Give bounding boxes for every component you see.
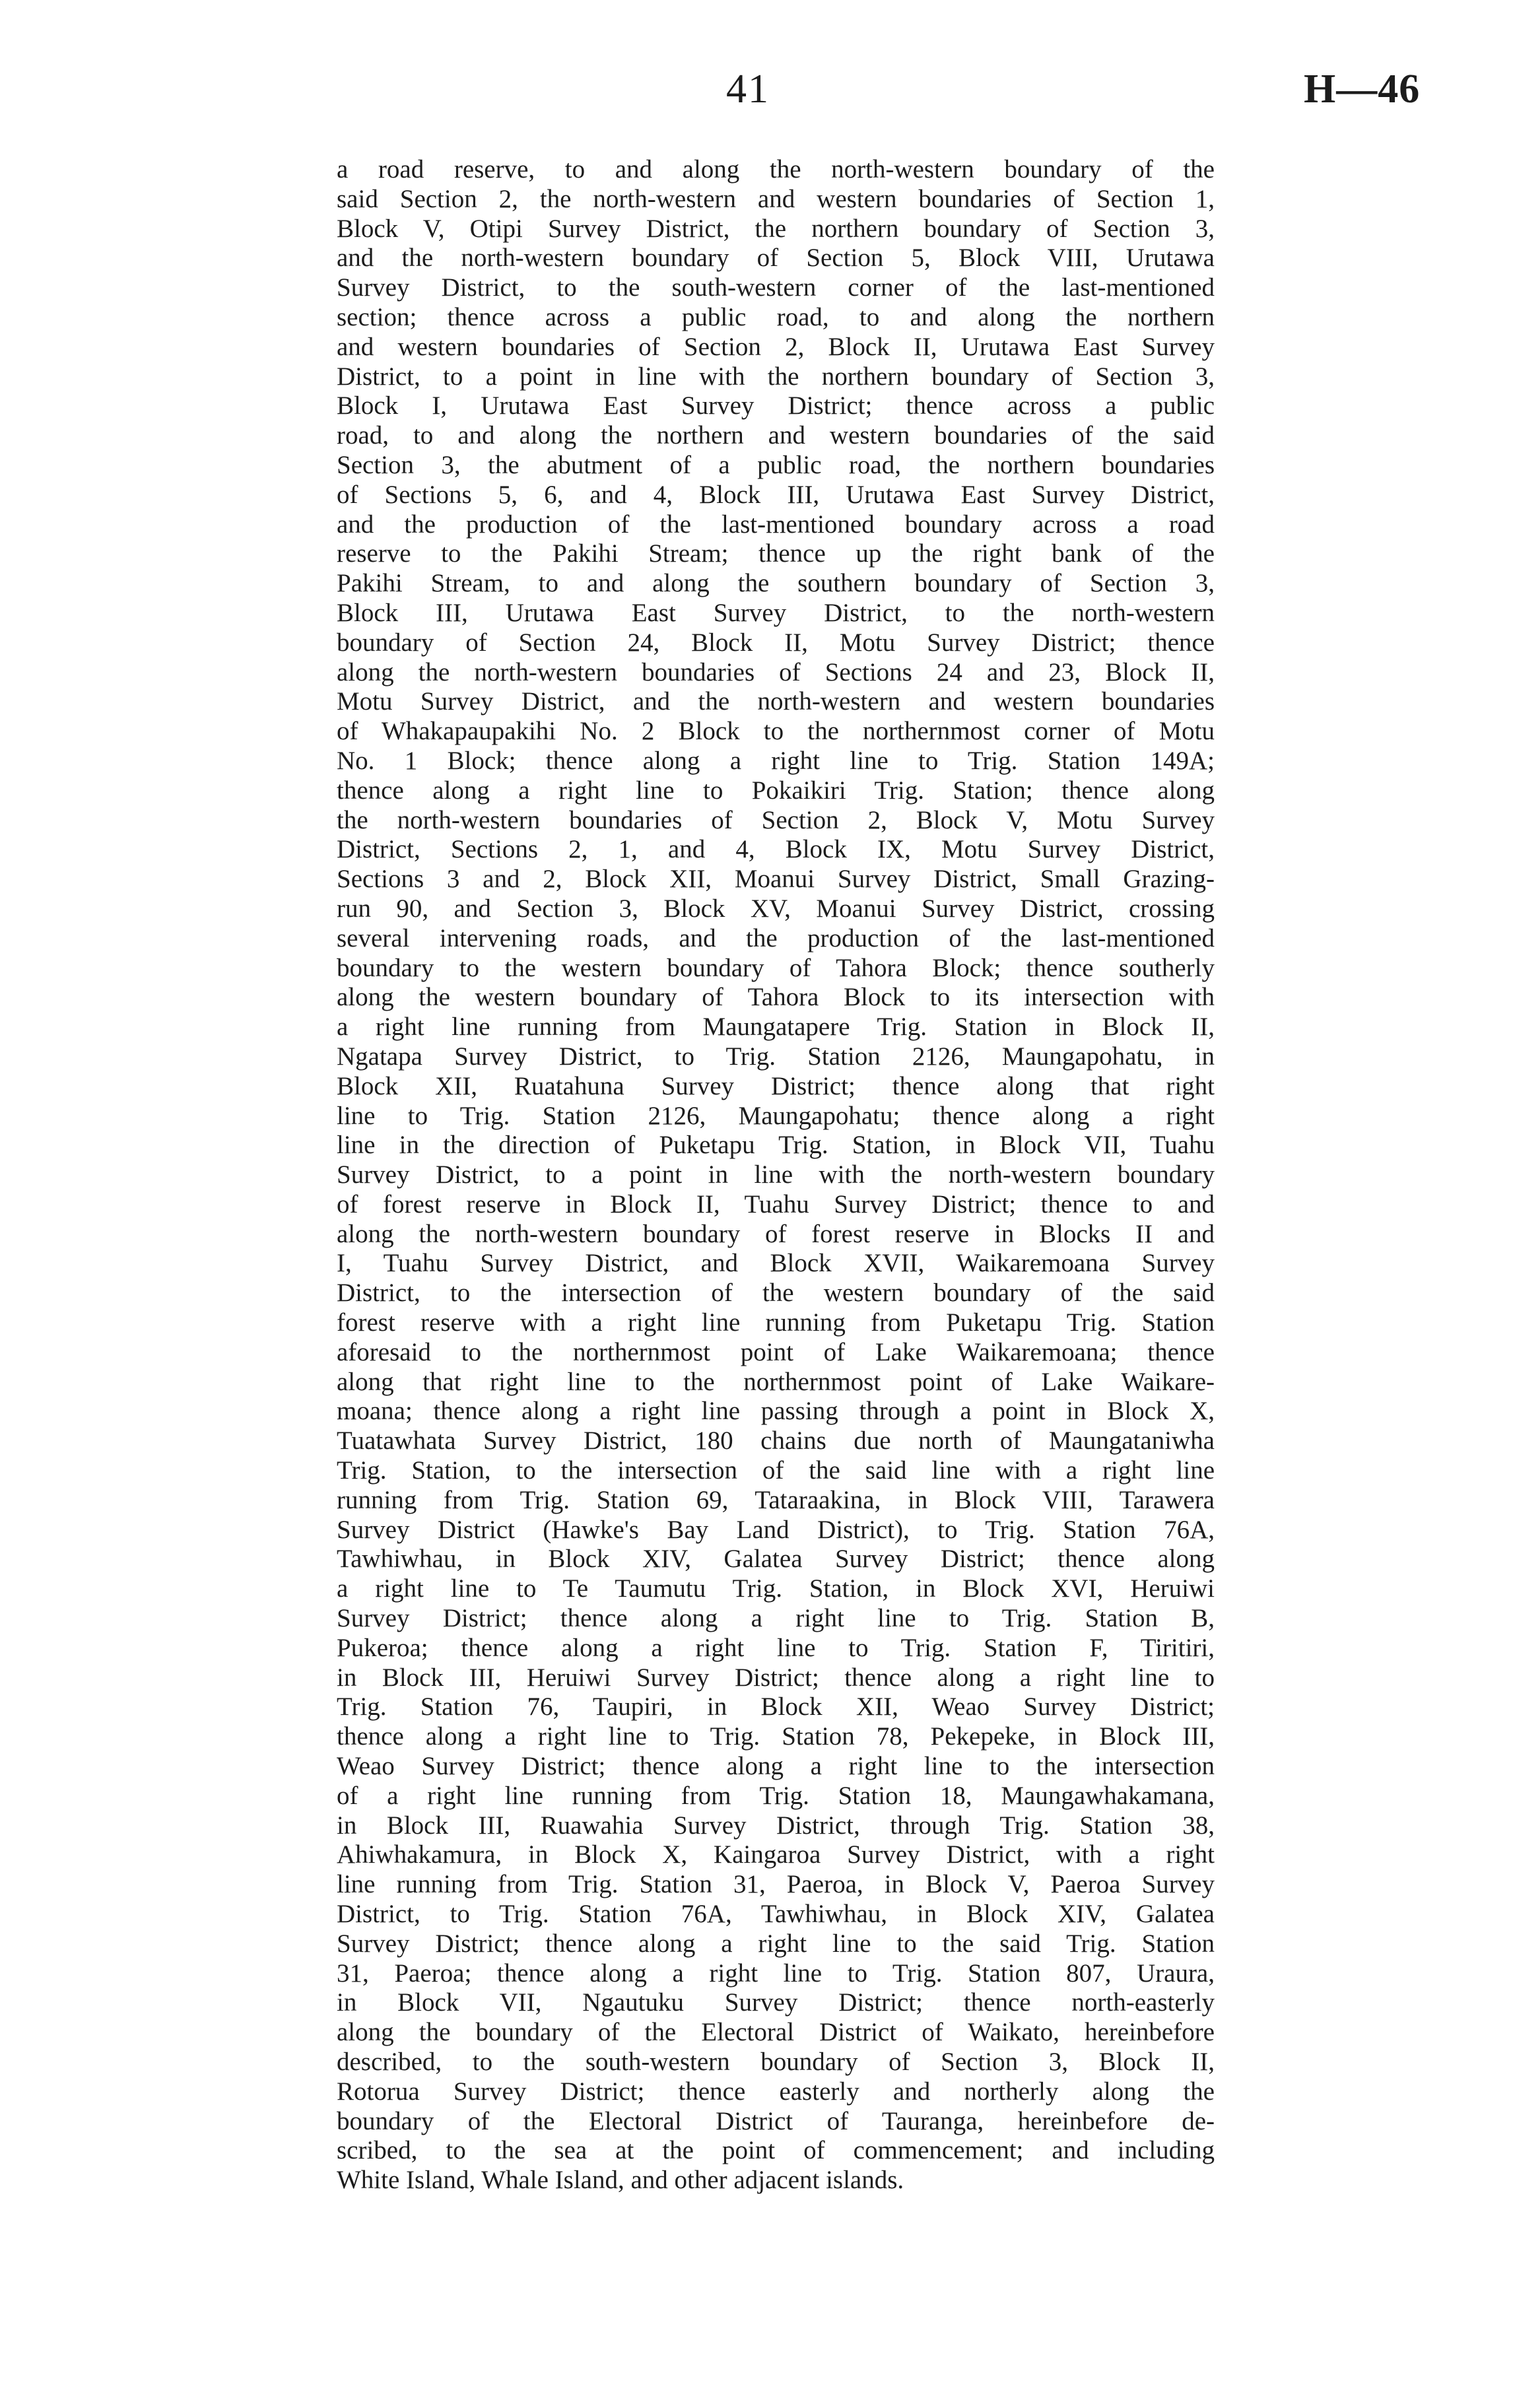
text-line: several intervening roads, and the production of the last-mentioned: [337, 923, 1215, 953]
text-line: described, to the south-western boundary of Section 3, Block II,: [337, 2048, 1215, 2076]
text-line: along that right line to the northernmost point of Lake Waikare-: [337, 1367, 1215, 1396]
text-line: Tuatawhata Survey District, 180 chains due north of Maungataniwha: [337, 1426, 1215, 1455]
text-line: line in the direction of Puketapu Trig. Station, in Block VII, Tuahu: [337, 1131, 1215, 1160]
text-line: Survey District; thence along a right line to Trig. Station B,: [337, 1604, 1215, 1633]
text-line: in Block VII, Ngautuku Survey District; thence north-easterly: [337, 1988, 1215, 2017]
text-line: Sections 3 and 2, Block XII, Moanui Survey District, Small Grazing-: [337, 865, 1215, 894]
text-line: Pukeroa; thence along a right line to Trig. Station F, Tiritiri,: [337, 1633, 1215, 1662]
text-line: a road reserve, to and along the north-western boundary of the: [337, 155, 1215, 184]
text-line: of a right line running from Trig. Station 18, Maungawhakamana,: [337, 1781, 1215, 1810]
text-line: along the north-western boundary of forest reserve in Blocks II and: [337, 1219, 1215, 1248]
text-line: running from Trig. Station 69, Tataraakina, in Block VIII, Tarawera: [337, 1485, 1215, 1514]
text-line: Motu Survey District, and the north-western and western boundaries: [337, 687, 1215, 716]
text-line: in Block III, Heruiwi Survey District; thence along a right line to: [337, 1663, 1215, 1692]
text-line: Pakihi Stream, to and along the southern boundary of Section 3,: [337, 569, 1215, 598]
text-line: and the north-western boundary of Section 5, Block VIII, Urutawa: [337, 244, 1215, 273]
text-line: Rotorua Survey District; thence easterly and northerly along the: [337, 2077, 1215, 2106]
text-line: along the boundary of the Electoral District of Waikato, hereinbefore: [337, 2018, 1215, 2047]
text-line: District, to a point in line with the northern boundary of Section 3,: [337, 362, 1215, 391]
text-line: Block I, Urutawa East Survey District; thence across a public: [337, 391, 1215, 420]
text-line: a right line running from Maungatapere Trig. Station in Block II,: [337, 1013, 1215, 1042]
text-line: along the western boundary of Tahora Block to its intersection with: [337, 983, 1215, 1012]
text-line: section; thence across a public road, to and along the northern: [337, 302, 1215, 331]
text-line: Survey District, to a point in line with the north-western boundary: [337, 1160, 1215, 1189]
text-line: moana; thence along a right line passing through a point in Block X,: [337, 1397, 1215, 1426]
text-line: boundary of the Electoral District of Tauranga, hereinbefore de-: [337, 2106, 1215, 2135]
page-header: [0, 53, 1513, 125]
text-line: 31, Paeroa; thence along a right line to Trig. Station 807, Uraura,: [337, 1958, 1215, 1988]
text-line: Survey District, to the south-western corner of the last-mentioned: [337, 273, 1215, 302]
text-line: No. 1 Block; thence along a right line to Trig. Station 149A;: [337, 746, 1215, 775]
document-reference: H—46: [1304, 67, 1421, 112]
page-number: 41: [726, 67, 770, 112]
text-line: Survey District (Hawke's Bay Land District), to Trig. Station 76A,: [337, 1515, 1215, 1544]
text-line: Section 3, the abutment of a public road, the northern boundaries: [337, 450, 1215, 479]
body-paragraph: [337, 155, 1215, 2195]
text-line: Ahiwhakamura, in Block X, Kaingaroa Survey District, with a right: [337, 1840, 1215, 1869]
text-line: and western boundaries of Section 2, Block II, Urutawa East Survey: [337, 332, 1215, 361]
text-line: District, to the intersection of the western boundary of the said: [337, 1279, 1215, 1308]
text-line: Block V, Otipi Survey District, the northern boundary of Section 3,: [337, 214, 1215, 243]
text-line: boundary of Section 24, Block II, Motu Survey District; thence: [337, 628, 1215, 657]
text-line: Block XII, Ruatahuna Survey District; thence along that right: [337, 1071, 1215, 1100]
text-line: of Sections 5, 6, and 4, Block III, Urutawa East Survey District,: [337, 480, 1215, 509]
text-line: District, Sections 2, 1, and 4, Block IX, Motu Survey District,: [337, 835, 1215, 864]
text-line: road, to and along the northern and western boundaries of the said: [337, 421, 1215, 450]
text-line: Weao Survey District; thence along a right line to the intersection: [337, 1752, 1215, 1781]
text-line: thence along a right line to Trig. Station 78, Pekepeke, in Block III,: [337, 1722, 1215, 1751]
text-line: line to Trig. Station 2126, Maungapohatu; thence along a right: [337, 1101, 1215, 1130]
text-line: forest reserve with a right line running from Puketapu Trig. Station: [337, 1308, 1215, 1337]
text-line: I, Tuahu Survey District, and Block XVII, Waikaremoana Survey: [337, 1249, 1215, 1278]
text-line: run 90, and Section 3, Block XV, Moanui Survey District, crossing: [337, 894, 1215, 923]
text-line: District, to Trig. Station 76A, Tawhiwhau, in Block XIV, Galatea: [337, 1900, 1215, 1929]
text-line: Ngatapa Survey District, to Trig. Station 2126, Maungapohatu, in: [337, 1042, 1215, 1071]
text-line: Trig. Station 76, Taupiri, in Block XII, Weao Survey District;: [337, 1692, 1215, 1722]
text-line: Survey District; thence along a right line to the said Trig. Station: [337, 1929, 1215, 1958]
text-line: along the north-western boundaries of Sections 24 and 23, Block II,: [337, 657, 1215, 686]
text-line: thence along a right line to Pokaikiri Trig. Station; thence along: [337, 776, 1215, 805]
text-line: said Section 2, the north-western and western boundaries of Section 1,: [337, 184, 1215, 213]
text-line: a right line to Te Taumutu Trig. Station, in Block XVI, Heruiwi: [337, 1574, 1215, 1603]
text-line: White Island, Whale Island, and other adjacent islands.: [337, 2166, 904, 2195]
text-line: of Whakapaupakihi No. 2 Block to the northernmost corner of Motu: [337, 717, 1215, 746]
text-line: reserve to the Pakihi Stream; thence up the right bank of the: [337, 539, 1215, 568]
text-line: scribed, to the sea at the point of commencement; and including: [337, 2136, 1215, 2165]
text-line: of forest reserve in Block II, Tuahu Survey District; thence to and: [337, 1189, 1215, 1219]
text-line: Trig. Station, to the intersection of the said line with a right line: [337, 1456, 1215, 1485]
text-line: Block III, Urutawa East Survey District, to the north-western: [337, 598, 1215, 627]
text-line: the north-western boundaries of Section 2, Block V, Motu Survey: [337, 805, 1215, 834]
text-line: and the production of the last-mentioned boundary across a road: [337, 510, 1215, 539]
text-line: boundary to the western boundary of Tahora Block; thence southerly: [337, 953, 1215, 982]
text-line: in Block III, Ruawahia Survey District, through Trig. Station 38,: [337, 1811, 1215, 1840]
text-line: line running from Trig. Station 31, Paeroa, in Block V, Paeroa Survey: [337, 1870, 1215, 1899]
text-line: Tawhiwhau, in Block XIV, Galatea Survey District; thence along: [337, 1545, 1215, 1574]
text-line: aforesaid to the northernmost point of Lake Waikaremoana; thence: [337, 1337, 1215, 1366]
